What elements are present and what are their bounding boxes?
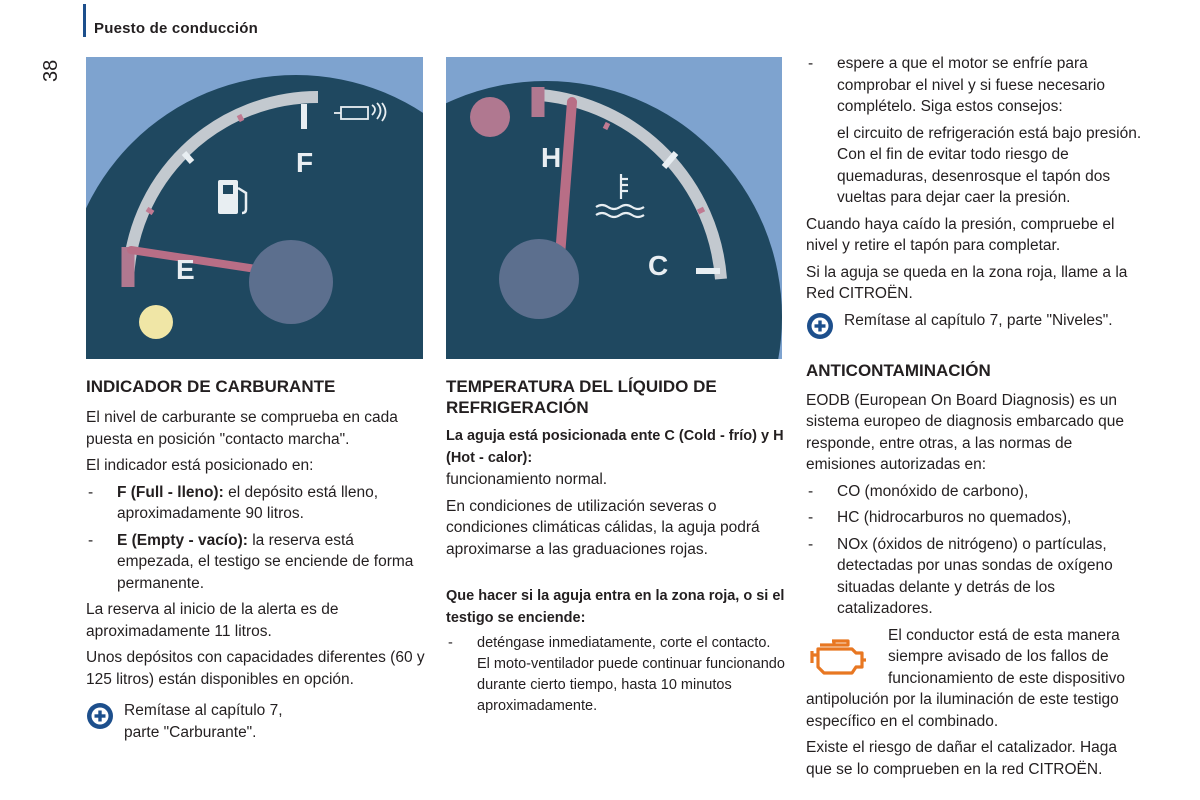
coolant-bullet-list bbox=[446, 633, 786, 717]
emission-item-hc-text: HC (hidrocarburos no quemados), bbox=[837, 509, 1072, 526]
engine-warning-block bbox=[806, 625, 1146, 733]
engine-warning-paragraph: El conductor está de esta manera siempre avisado de los fallos de funcionamiento de este dispositivo antipolución por la iluminación de este testigo específico en el combinado. bbox=[806, 626, 1125, 730]
fuel-warning-lamp-icon bbox=[139, 305, 173, 339]
fuel-gauge-svg bbox=[86, 57, 423, 359]
fuel-empty-term: E (Empty - vacío): bbox=[117, 531, 248, 549]
coolant-paragraph-3: Cuando haya caído la presión, compruebe el nivel y retire el tapón para completar. bbox=[806, 215, 1115, 254]
fuel-full-term: F (Full - lleno): bbox=[117, 483, 224, 501]
fuel-paragraph-4: Unos depósitos con capacidades diferentes (60 y 125 litros) están disponibles en opción. bbox=[86, 649, 425, 688]
reference-plus-icon bbox=[806, 312, 834, 340]
fuel-paragraph-3: La reserva al inicio de la alerta es de aproximadamente 11 litros. bbox=[86, 601, 339, 640]
coolant-heading: TEMPERATURA DEL LÍQUIDO DE REFRIGERACIÓN bbox=[446, 377, 717, 417]
emission-item-nox-text: NOx (óxidos de nitrógeno) o partículas, detectadas por unas sondas de oxígeno situadas delante y detrás de los catalizadores. bbox=[837, 535, 1113, 617]
fuel-reference bbox=[86, 700, 426, 743]
fuel-bullet-empty: - E (Empty - vacío): la reserva está empezada, el testigo se enciende de forma permanente. bbox=[88, 531, 414, 592]
temperature-gauge-illustration bbox=[446, 57, 782, 359]
coolant-paragraph-2: En condiciones de utilización severas o condiciones climáticas cálidas, la aguja podrá aproximarse a las graduaciones rojas. bbox=[446, 497, 760, 558]
section-bar bbox=[83, 4, 86, 37]
coolant-paragraph-1: funcionamiento normal. bbox=[446, 471, 608, 488]
fuel-empty-label: E bbox=[176, 254, 195, 285]
coolant-bullet-1-text: deténgase inmediatamente, corte el contacto. El moto-ventilador puede continuar funcionando durante cierto tiempo, hasta 10 minutos aproximadamente. bbox=[477, 635, 785, 714]
emission-item-co-text: CO (monóxido de carbono), bbox=[837, 482, 1029, 500]
levels-reference bbox=[806, 310, 1146, 340]
fuel-paragraph-1: El nivel de carburante se comprueba en cada puesta en posición "contacto marcha". bbox=[86, 409, 398, 448]
coolant-bold-1: La aguja está posicionada ente C (Cold - frío) y H (Hot - calor): bbox=[446, 428, 784, 466]
emission-item-co: - CO (monóxido de carbono), bbox=[808, 482, 1029, 500]
anticontamination-heading: ANTICONTAMINACIÓN bbox=[806, 360, 991, 380]
page-number: 38 bbox=[40, 59, 62, 82]
fuel-gauge-illustration bbox=[86, 57, 423, 359]
fuel-full-label: F bbox=[296, 147, 314, 178]
levels-reference-text: Remítase al capítulo 7, parte "Niveles". bbox=[844, 311, 1113, 329]
temp-cold-label: C bbox=[648, 250, 669, 281]
column-fuel-indicator bbox=[86, 376, 426, 743]
column-coolant-temperature bbox=[446, 376, 786, 717]
column-anticontamination bbox=[806, 53, 1146, 785]
catalyst-risk-paragraph: Existe el riesgo de dañar el catalizador. Haga que se lo comprueben en la red CITROËN. bbox=[806, 739, 1118, 778]
engine-check-icon bbox=[808, 633, 868, 677]
emission-item-nox: - NOx (óxidos de nitrógeno) o partículas, detectadas por unas sondas de oxígeno situadas delante y detrás de los catalizadores. bbox=[808, 535, 1113, 617]
reference-plus-icon bbox=[86, 702, 114, 730]
coolant-bold-2: Que hacer si la aguja entra en la zona roja, o si el testigo se enciende: bbox=[446, 588, 785, 626]
coolant-bullet-2: - espere a que el motor se enfríe para comprobar el nivel y si fuese necesario complételo. Siga estos consejos: bbox=[808, 55, 1105, 115]
coolant-paragraph-4: Si la aguja se queda en la zona roja, llame a la Red CITROËN. bbox=[806, 263, 1128, 302]
section-title: Puesto de conducción bbox=[94, 20, 259, 37]
temp-hot-label: H bbox=[541, 142, 562, 173]
fuel-indicator-heading: INDICADOR DE CARBURANTE bbox=[86, 377, 336, 396]
coolant-bullet-2-text: espere a que el motor se enfríe para comprobar el nivel y si fuese necesario complételo. Siga estos consejos: bbox=[837, 55, 1105, 115]
fuel-paragraph-2: El indicador está posicionado en: bbox=[86, 457, 314, 474]
temp-gauge-svg bbox=[446, 57, 782, 359]
emission-item-hc: - HC (hidrocarburos no quemados), bbox=[808, 509, 1072, 526]
temp-warning-lamp-icon bbox=[470, 97, 510, 137]
fuel-reference-line-2: parte "Carburante". bbox=[124, 723, 257, 741]
coolant-bullet-2-continuation: el circuito de refrigeración está bajo presión. Con el fin de evitar todo riesgo de quemaduras, desenrosque el tapón dos vueltas para dejar caer la presión. bbox=[837, 124, 1142, 206]
fuel-full-text: el depósito está lleno, aproximadamente 90 litros. bbox=[117, 483, 379, 522]
fuel-reference-line-1: Remítase al capítulo 7, bbox=[124, 702, 283, 719]
fuel-bullet-full: - F (Full - lleno): el depósito está lleno, aproximadamente 90 litros. bbox=[88, 483, 379, 522]
coolant-bullet-1: - deténgase inmediatamente, corte el contacto. El moto-ventilador puede continuar funcionando durante cierto tiempo, hasta 10 minutos aproximadamente. bbox=[448, 635, 785, 714]
fuel-empty-text: la reserva está empezada, el testigo se enciende de forma permanente. bbox=[117, 531, 414, 592]
eodb-paragraph: EODB (European On Board Diagnosis) es un sistema europeo de diagnosis embarcado que responde, entre otras, a las normas de emisiones autorizadas en: bbox=[806, 391, 1124, 473]
